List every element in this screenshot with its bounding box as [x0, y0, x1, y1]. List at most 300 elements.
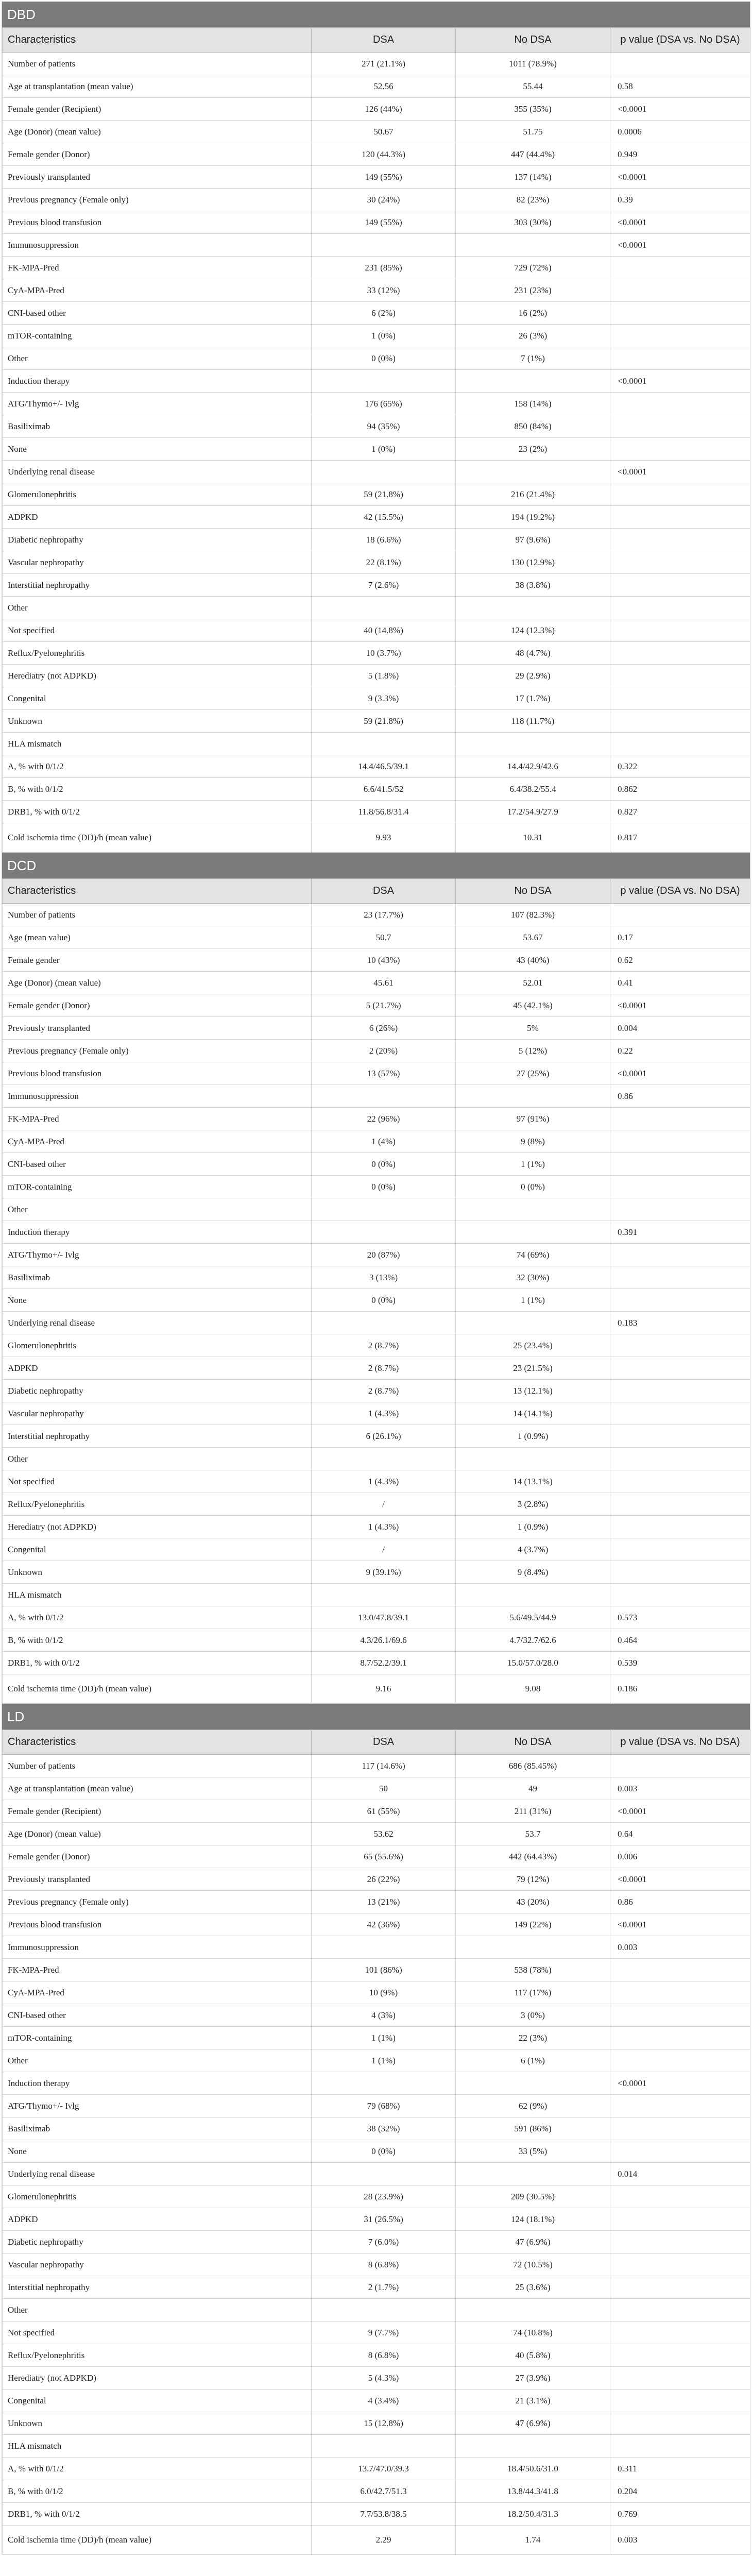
no-dsa-cell: 74 (10.8%) [456, 2321, 610, 2344]
no-dsa-cell: 117 (17%) [456, 1981, 610, 2004]
characteristic-cell: Other [3, 2299, 312, 2321]
no-dsa-cell: 26 (3%) [456, 325, 610, 347]
characteristic-cell: Number of patients [3, 1755, 312, 1777]
no-dsa-cell: 18.2/50.4/31.3 [456, 2503, 610, 2526]
p-value-cell [610, 2140, 750, 2163]
p-value-cell: 0.003 [610, 1936, 750, 1959]
p-value-cell [610, 574, 750, 597]
table-row [3, 1130, 750, 1153]
dsa-cell [312, 1584, 456, 1606]
no-dsa-cell: 40 (5.8%) [456, 2344, 610, 2367]
characteristic-cell: B, % with 0/1/2 [3, 778, 312, 801]
p-value-cell [610, 1198, 750, 1221]
p-value-cell: <0.0001 [610, 1868, 750, 1891]
no-dsa-cell: 850 (84%) [456, 415, 610, 438]
dsa-cell: 13.7/47.0/39.3 [312, 2458, 456, 2480]
table-row [3, 1913, 750, 1936]
table-row [3, 823, 750, 853]
table-row [3, 2276, 750, 2299]
dsa-cell: 149 (55%) [312, 211, 456, 234]
dsa-cell [312, 234, 456, 257]
dsa-cell: 13.0/47.8/39.1 [312, 1606, 456, 1629]
dsa-cell [312, 733, 456, 755]
p-value-cell [610, 1334, 750, 1357]
dsa-cell: 22 (96%) [312, 1108, 456, 1130]
no-dsa-cell: 118 (11.7%) [456, 710, 610, 733]
p-value-cell [610, 53, 750, 75]
characteristic-cell: Female gender (Recipient) [3, 1800, 312, 1823]
characteristic-cell: None [3, 1289, 312, 1312]
no-dsa-cell: 49 [456, 1777, 610, 1800]
p-value-cell [610, 2004, 750, 2027]
no-dsa-cell: 686 (85.45%) [456, 1755, 610, 1777]
dsa-cell: 5 (21.7%) [312, 994, 456, 1017]
dsa-cell: 1 (4.3%) [312, 1402, 456, 1425]
characteristic-cell: Previous blood transfusion [3, 211, 312, 234]
no-dsa-cell: 591 (86%) [456, 2117, 610, 2140]
no-dsa-cell [456, 2299, 610, 2321]
dsa-cell: 59 (21.8%) [312, 710, 456, 733]
table-row [3, 529, 750, 551]
dsa-cell [312, 1936, 456, 1959]
p-value-cell: 0.003 [610, 1777, 750, 1800]
dsa-cell: 13 (57%) [312, 1062, 456, 1085]
dsa-cell: 13 (21%) [312, 1891, 456, 1913]
dsa-cell: 0 (0%) [312, 2140, 456, 2163]
no-dsa-cell: 97 (91%) [456, 1108, 610, 1130]
p-value-cell [610, 483, 750, 506]
table-row [3, 1380, 750, 1402]
table-row [3, 438, 750, 461]
characteristic-cell: Other [3, 597, 312, 619]
p-value-cell [610, 1584, 750, 1606]
table-row [3, 2072, 750, 2095]
no-dsa-cell: 55.44 [456, 75, 610, 98]
p-value-cell [610, 393, 750, 415]
characteristic-cell: Diabetic nephropathy [3, 1380, 312, 1402]
no-dsa-cell: 7 (1%) [456, 347, 610, 370]
dsa-cell [312, 1198, 456, 1221]
characteristic-cell: HLA mismatch [3, 1584, 312, 1606]
p-value-cell: 0.62 [610, 949, 750, 972]
dsa-cell: 52.56 [312, 75, 456, 98]
no-dsa-cell: 538 (78%) [456, 1959, 610, 1981]
table-row [3, 1868, 750, 1891]
dsa-cell: 11.8/56.8/31.4 [312, 801, 456, 823]
characteristic-cell: Number of patients [3, 53, 312, 75]
table-row [3, 949, 750, 972]
table-row [3, 1959, 750, 1981]
no-dsa-cell: 47 (6.9%) [456, 2231, 610, 2253]
p-value-cell [610, 279, 750, 302]
table-row [3, 1561, 750, 1584]
characteristic-cell: Diabetic nephropathy [3, 529, 312, 551]
table-row [3, 755, 750, 778]
table-row [3, 98, 750, 121]
dsa-cell: 6.0/42.7/51.3 [312, 2480, 456, 2503]
no-dsa-cell: 23 (2%) [456, 438, 610, 461]
p-value-cell [610, 619, 750, 642]
characteristic-cell: Interstitial nephropathy [3, 2276, 312, 2299]
no-dsa-cell: 6 (1%) [456, 2049, 610, 2072]
characteristic-cell: Age (Donor) (mean value) [3, 1823, 312, 1845]
no-dsa-cell: 45 (42.1%) [456, 994, 610, 1017]
no-dsa-cell: 9 (8.4%) [456, 1561, 610, 1584]
table-row [3, 1448, 750, 1470]
dsa-cell: 10 (43%) [312, 949, 456, 972]
characteristic-cell: Previous blood transfusion [3, 1062, 312, 1085]
characteristic-cell: Induction therapy [3, 1221, 312, 1244]
p-value-cell: 0.827 [610, 801, 750, 823]
characteristic-cell: Female gender (Donor) [3, 1845, 312, 1868]
p-value-cell [610, 2389, 750, 2412]
no-dsa-cell: 158 (14%) [456, 393, 610, 415]
p-value-cell: 0.862 [610, 778, 750, 801]
no-dsa-cell: 38 (3.8%) [456, 574, 610, 597]
dsa-cell [312, 2163, 456, 2185]
section-dcd [2, 853, 750, 1704]
dsa-cell: 3 (13%) [312, 1266, 456, 1289]
p-value-cell [610, 2208, 750, 2231]
no-dsa-cell: 1 (1%) [456, 1289, 610, 1312]
header-p-value: p value (DSA vs. No DSA) [610, 879, 750, 904]
p-value-cell [610, 1153, 750, 1176]
table-row [3, 279, 750, 302]
p-value-cell [610, 325, 750, 347]
table-header-row [3, 28, 750, 53]
dsa-cell: 79 (68%) [312, 2095, 456, 2117]
characteristic-cell: ADPKD [3, 1357, 312, 1380]
characteristic-cell: Not specified [3, 2321, 312, 2344]
dsa-cell: 50 [312, 1777, 456, 1800]
characteristic-cell: Herediatry (not ADPKD) [3, 2367, 312, 2389]
dsa-cell: 126 (44%) [312, 98, 456, 121]
table-row [3, 1176, 750, 1198]
no-dsa-cell: 74 (69%) [456, 1244, 610, 1266]
dsa-cell: 2 (8.7%) [312, 1357, 456, 1380]
characteristic-cell: Previous pregnancy (Female only) [3, 1891, 312, 1913]
p-value-cell [610, 1493, 750, 1516]
table-row [3, 370, 750, 393]
p-value-cell [610, 302, 750, 325]
table-row [3, 1266, 750, 1289]
dsa-cell: 1 (4.3%) [312, 1516, 456, 1538]
characteristic-cell: Underlying renal disease [3, 461, 312, 483]
table-row [3, 642, 750, 665]
no-dsa-cell: 1.74 [456, 2526, 610, 2555]
p-value-cell [610, 2276, 750, 2299]
table-row [3, 2117, 750, 2140]
p-value-cell: 0.39 [610, 189, 750, 211]
p-value-cell [610, 347, 750, 370]
table-row [3, 506, 750, 529]
dsa-cell: 176 (65%) [312, 393, 456, 415]
dsa-cell: 22 (8.1%) [312, 551, 456, 574]
characteristic-cell: Previous pregnancy (Female only) [3, 189, 312, 211]
p-value-cell [610, 904, 750, 926]
dsa-cell [312, 461, 456, 483]
characteristic-cell: Age (mean value) [3, 926, 312, 949]
p-value-cell [610, 2231, 750, 2253]
dsa-cell: 40 (14.8%) [312, 619, 456, 642]
section-ld [2, 1704, 750, 2555]
no-dsa-cell: 13.8/44.3/41.8 [456, 2480, 610, 2503]
no-dsa-cell [456, 234, 610, 257]
no-dsa-cell: 137 (14%) [456, 166, 610, 189]
characteristic-cell: A, % with 0/1/2 [3, 1606, 312, 1629]
table-row [3, 257, 750, 279]
characteristic-cell: None [3, 2140, 312, 2163]
no-dsa-cell: 21 (3.1%) [456, 2389, 610, 2412]
dsa-cell: 42 (15.5%) [312, 506, 456, 529]
characteristic-cell: Age (Donor) (mean value) [3, 121, 312, 143]
dsa-cell [312, 370, 456, 393]
table-row [3, 1357, 750, 1380]
no-dsa-cell: 1 (1%) [456, 1153, 610, 1176]
table-row [3, 121, 750, 143]
no-dsa-cell: 4.7/32.7/62.6 [456, 1629, 610, 1652]
p-value-cell: 0.186 [610, 1674, 750, 1704]
dsa-cell [312, 2072, 456, 2095]
no-dsa-cell [456, 2072, 610, 2095]
p-value-cell: 0.204 [610, 2480, 750, 2503]
p-value-cell [610, 1380, 750, 1402]
p-value-cell: 0.004 [610, 1017, 750, 1040]
p-value-cell [610, 1244, 750, 1266]
characteristic-cell: Female gender [3, 949, 312, 972]
characteristic-cell: Vascular nephropathy [3, 551, 312, 574]
dsa-cell: 1 (0%) [312, 325, 456, 347]
p-value-cell [610, 506, 750, 529]
dsa-cell: 65 (55.6%) [312, 1845, 456, 1868]
characteristic-cell: ADPKD [3, 506, 312, 529]
p-value-cell [610, 2027, 750, 2049]
dsa-cell: 0 (0%) [312, 1176, 456, 1198]
header-no-dsa: No DSA [456, 1730, 610, 1755]
characteristic-cell: Other [3, 347, 312, 370]
no-dsa-cell: 1 (0.9%) [456, 1425, 610, 1448]
table-row [3, 619, 750, 642]
table-row [3, 1674, 750, 1704]
characteristic-cell: Previously transplanted [3, 166, 312, 189]
table-row [3, 1936, 750, 1959]
dsa-cell: 6 (2%) [312, 302, 456, 325]
table-row [3, 2299, 750, 2321]
no-dsa-cell: 32 (30%) [456, 1266, 610, 1289]
no-dsa-cell: 194 (19.2%) [456, 506, 610, 529]
header-dsa: DSA [312, 28, 456, 53]
dsa-cell: 0 (0%) [312, 347, 456, 370]
characteristic-cell: A, % with 0/1/2 [3, 755, 312, 778]
dsa-cell: 50.67 [312, 121, 456, 143]
p-value-cell: 0.22 [610, 1040, 750, 1062]
table-row [3, 2208, 750, 2231]
dsa-cell: 1 (0%) [312, 438, 456, 461]
characteristic-cell: Immunosuppression [3, 1936, 312, 1959]
section-title: DBD [2, 2, 750, 27]
table-row [3, 347, 750, 370]
characteristic-cell: Reflux/Pyelonephritis [3, 642, 312, 665]
table-row [3, 1040, 750, 1062]
dsa-cell: 1 (1%) [312, 2049, 456, 2072]
dsa-cell: 9.16 [312, 1674, 456, 1704]
characteristic-cell: Cold ischemia time (DD)/h (mean value) [3, 1674, 312, 1704]
no-dsa-cell: 211 (31%) [456, 1800, 610, 1823]
no-dsa-cell: 51.75 [456, 121, 610, 143]
p-value-cell [610, 2321, 750, 2344]
table-row [3, 2412, 750, 2435]
p-value-cell [610, 665, 750, 687]
dsa-cell: 231 (85%) [312, 257, 456, 279]
dsa-cell: 2 (20%) [312, 1040, 456, 1062]
characteristic-cell: HLA mismatch [3, 733, 312, 755]
p-value-cell: <0.0001 [610, 2072, 750, 2095]
no-dsa-cell: 14 (13.1%) [456, 1470, 610, 1493]
no-dsa-cell: 442 (64.43%) [456, 1845, 610, 1868]
p-value-cell: <0.0001 [610, 1062, 750, 1085]
dsa-cell: 9.93 [312, 823, 456, 853]
no-dsa-cell: 9 (8%) [456, 1130, 610, 1153]
characteristic-cell: Previously transplanted [3, 1868, 312, 1891]
dsa-cell: 149 (55%) [312, 166, 456, 189]
no-dsa-cell: 447 (44.4%) [456, 143, 610, 166]
characteristic-cell: Congenital [3, 2389, 312, 2412]
dsa-cell: 2 (8.7%) [312, 1334, 456, 1357]
dsa-cell: 2 (1.7%) [312, 2276, 456, 2299]
table-row [3, 461, 750, 483]
table-row [3, 574, 750, 597]
p-value-cell [610, 438, 750, 461]
characteristic-cell: Age at transplantation (mean value) [3, 75, 312, 98]
dsa-cell: 117 (14.6%) [312, 1755, 456, 1777]
p-value-cell: <0.0001 [610, 994, 750, 1017]
characteristic-cell: Previous blood transfusion [3, 1913, 312, 1936]
p-value-cell [610, 1981, 750, 2004]
dsa-cell: 26 (22%) [312, 1868, 456, 1891]
p-value-cell: 0.322 [610, 755, 750, 778]
table-row [3, 778, 750, 801]
no-dsa-cell: 48 (4.7%) [456, 642, 610, 665]
table-row [3, 2185, 750, 2208]
p-value-cell [610, 733, 750, 755]
no-dsa-cell: 209 (30.5%) [456, 2185, 610, 2208]
table-row [3, 234, 750, 257]
no-dsa-cell [456, 1085, 610, 1108]
no-dsa-cell [456, 597, 610, 619]
characteristic-cell: B, % with 0/1/2 [3, 2480, 312, 2503]
p-value-cell [610, 1130, 750, 1153]
characteristic-cell: CyA-MPA-Pred [3, 1981, 312, 2004]
table-row [3, 710, 750, 733]
header-dsa: DSA [312, 879, 456, 904]
characteristic-cell: Underlying renal disease [3, 2163, 312, 2185]
no-dsa-cell: 18.4/50.6/31.0 [456, 2458, 610, 2480]
document [2, 0, 750, 2555]
table-row [3, 189, 750, 211]
dsa-cell: 0 (0%) [312, 1153, 456, 1176]
dsa-cell: 120 (44.3%) [312, 143, 456, 166]
table-row [3, 994, 750, 1017]
characteristic-cell: Cold ischemia time (DD)/h (mean value) [3, 823, 312, 853]
characteristic-cell: Vascular nephropathy [3, 2253, 312, 2276]
table-row [3, 1108, 750, 1130]
p-value-cell [610, 687, 750, 710]
table-row [3, 665, 750, 687]
characteristic-cell: Other [3, 2049, 312, 2072]
p-value-cell [610, 2095, 750, 2117]
dsa-cell: 14.4/46.5/39.1 [312, 755, 456, 778]
p-value-cell [610, 529, 750, 551]
dsa-cell: 1 (1%) [312, 2027, 456, 2049]
table-row [3, 302, 750, 325]
dsa-cell [312, 2299, 456, 2321]
table-row [3, 1221, 750, 1244]
p-value-cell: 0.41 [610, 972, 750, 994]
table-row [3, 2140, 750, 2163]
p-value-cell: 0.949 [610, 143, 750, 166]
p-value-cell: <0.0001 [610, 461, 750, 483]
no-dsa-cell: 1 (0.9%) [456, 1516, 610, 1538]
p-value-cell: 0.64 [610, 1823, 750, 1845]
dsa-cell: 94 (35%) [312, 415, 456, 438]
characteristic-cell: Glomerulonephritis [3, 1334, 312, 1357]
characteristic-cell: Induction therapy [3, 2072, 312, 2095]
dsa-cell: 8 (6.8%) [312, 2344, 456, 2367]
table-row [3, 2163, 750, 2185]
p-value-cell: 0.86 [610, 1891, 750, 1913]
characteristic-cell: FK-MPA-Pred [3, 1959, 312, 1981]
table-row [3, 1402, 750, 1425]
no-dsa-cell: 231 (23%) [456, 279, 610, 302]
p-value-cell: 0.769 [610, 2503, 750, 2526]
characteristic-cell: DRB1, % with 0/1/2 [3, 2503, 312, 2526]
dsa-cell: 4 (3%) [312, 2004, 456, 2027]
dsa-cell: 45.61 [312, 972, 456, 994]
table-row [3, 733, 750, 755]
table-row [3, 1845, 750, 1868]
characteristic-cell: Female gender (Recipient) [3, 98, 312, 121]
p-value-cell: 0.003 [610, 2526, 750, 2555]
dsa-cell: 50.7 [312, 926, 456, 949]
table-row [3, 2367, 750, 2389]
no-dsa-cell: 23 (21.5%) [456, 1357, 610, 1380]
header-no-dsa: No DSA [456, 28, 610, 53]
p-value-cell [610, 1402, 750, 1425]
no-dsa-cell [456, 1584, 610, 1606]
characteristic-cell: DRB1, % with 0/1/2 [3, 801, 312, 823]
p-value-cell: 0.391 [610, 1221, 750, 1244]
table-row [3, 415, 750, 438]
dsa-cell: 6.6/41.5/52 [312, 778, 456, 801]
dsa-cell: 23 (17.7%) [312, 904, 456, 926]
table-row [3, 1198, 750, 1221]
no-dsa-cell: 5.6/49.5/44.9 [456, 1606, 610, 1629]
dsa-cell: 38 (32%) [312, 2117, 456, 2140]
characteristic-cell: Age (Donor) (mean value) [3, 972, 312, 994]
dsa-cell: 7.7/53.8/38.5 [312, 2503, 456, 2526]
characteristic-cell: Herediatry (not ADPKD) [3, 665, 312, 687]
no-dsa-cell: 43 (20%) [456, 1891, 610, 1913]
no-dsa-cell: 27 (3.9%) [456, 2367, 610, 2389]
p-value-cell [610, 2185, 750, 2208]
table-row [3, 1017, 750, 1040]
dsa-cell: 53.62 [312, 1823, 456, 1845]
characteristic-cell: mTOR-containing [3, 325, 312, 347]
p-value-cell [610, 2344, 750, 2367]
characteristic-cell: Female gender (Donor) [3, 994, 312, 1017]
characteristic-cell: Congenital [3, 1538, 312, 1561]
table-row [3, 1312, 750, 1334]
